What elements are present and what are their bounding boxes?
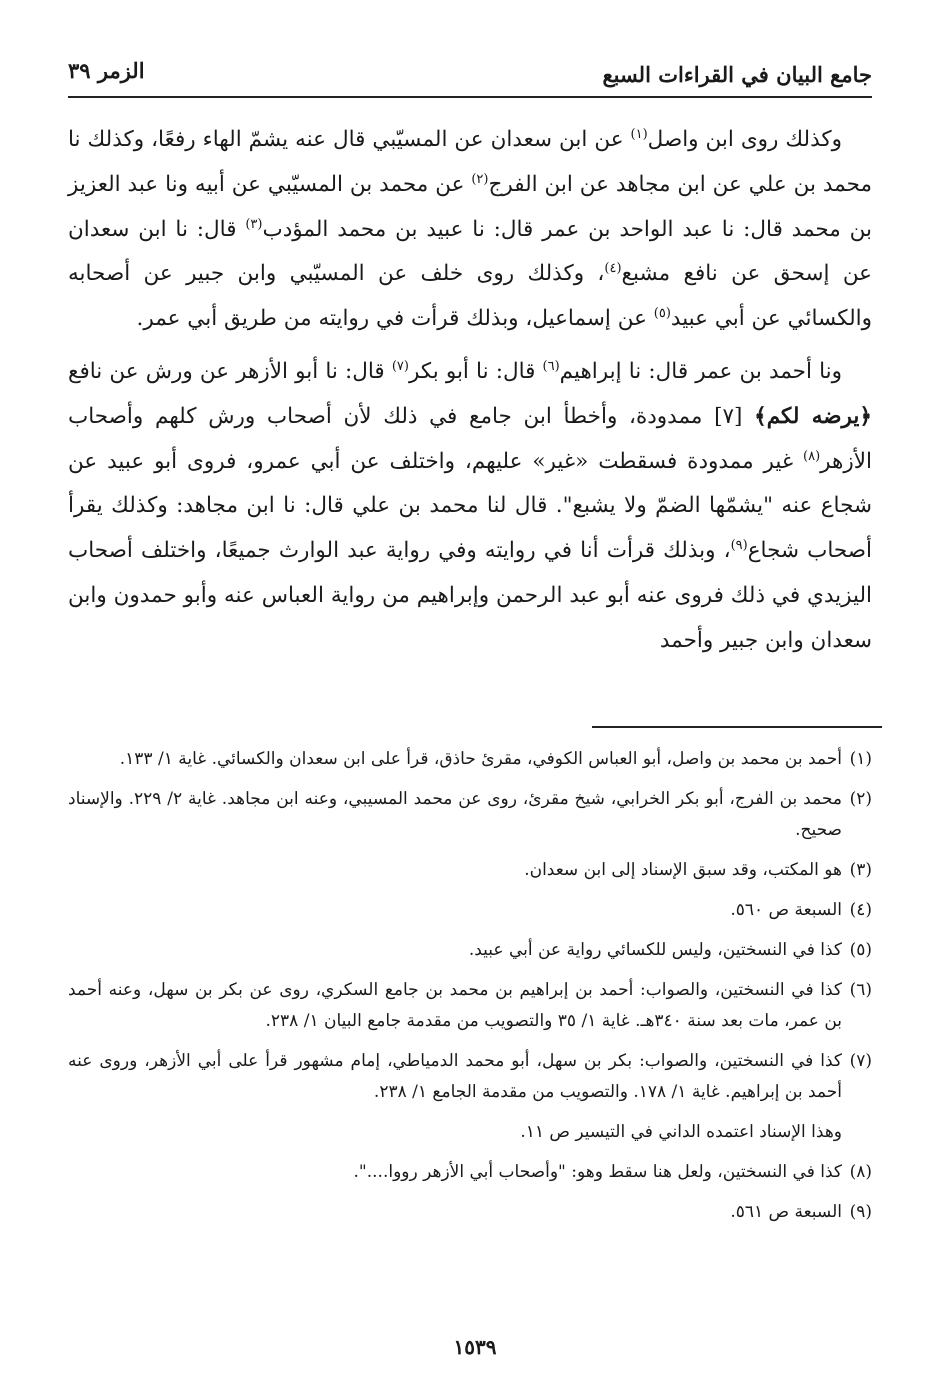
footnote-ref-9[interactable]: (٩) — [730, 538, 748, 554]
text-run: عن إسماعيل، وبذلك قرأت في روايته من طريق أبي عمر. — [136, 306, 654, 332]
footnote-text: كذا في النسختين، والصواب: أحمد بن إبراهيم بن محمد بن جامع السكري، روى عن بكر بن سهل، وعنه أحمد بن عمر، مات بعد سنة ٣٤٠هـ. غاية ١/ ٣٥ والتصويب من مقدمة جامع البيان ١/ ٢٣٨. — [68, 980, 842, 1031]
footnote-6 — [68, 975, 872, 1037]
text-run: قال: نا ابن سعدان عن إسحق عن نافع مشبع — [68, 216, 873, 287]
text-run: قال: نا أبو الأزهر عن ورش عن نافع — [68, 358, 392, 384]
footnote-number: (٣) — [849, 860, 872, 880]
footnote-4 — [68, 895, 872, 926]
footnote-ref-1[interactable]: (١) — [630, 126, 648, 142]
footnote-9 — [68, 1197, 872, 1228]
text-run: ، وبذلك قرأت أنا في روايته وفي رواية عبد الوارث جميعًا، واختلف أصحاب اليزيدي في ذلك فروى عنه أبو عبد الرحمن وإبراهيم من رواية العباس عنه وأبو حمدون وابن سعدان وابن جبير وأحمد — [68, 538, 872, 653]
footnote-text: السبعة ص ٥٦١. — [730, 1202, 842, 1222]
footnote-7 — [68, 1046, 872, 1108]
footnote-ref-5[interactable]: (٥) — [653, 306, 671, 322]
footnote-3 — [68, 855, 872, 886]
text-run: غير ممدودة فسقطت «غير» عليهم، واختلف عن أبي عمرو، فروى أبو عبيد عن شجاع عنه "يشمّها الضمّ ولا يشبع". قال لنا محمد بن علي قال: نا ابن مجاهد: وكذلك يقرأ أصحاب شجاع — [68, 448, 872, 564]
footnote-text: السبعة ص ٥٦٠. — [730, 900, 842, 920]
footnote-separator — [592, 726, 882, 728]
footnote-ref-8[interactable]: (٨) — [803, 448, 821, 464]
footnote-number: (٩) — [849, 1202, 872, 1222]
text-run: قال: نا أبو بكر — [408, 358, 543, 384]
footnote-8 — [68, 1157, 872, 1188]
footnote-text: أحمد بن محمد بن واصل، أبو العباس الكوفي، مقرئ حاذق، قرأ على ابن سعدان والكسائي. غاية ١/ ١٣٣. — [119, 749, 842, 769]
surah-label: الزمر ٣٩ — [68, 58, 145, 83]
footnote-ref-2[interactable]: (٢) — [471, 171, 489, 187]
footnotes-section — [68, 744, 872, 1237]
footnote-number: (٦) — [849, 980, 872, 1000]
book-title: جامع البيان في القراءات السبع — [602, 62, 872, 87]
paragraph-2 — [68, 350, 872, 664]
footnote-text: هو المكتب، وقد سبق الإسناد إلى ابن سعدان. — [524, 860, 842, 880]
running-header — [68, 52, 872, 98]
footnote-ref-3[interactable]: (٣) — [245, 216, 263, 232]
footnote-text: وهذا الإسناد اعتمده الداني في التيسير ص ١١. — [520, 1122, 842, 1142]
text-run: عن محمد بن المسيّبي عن أبيه ونا عبد العزيز بن محمد قال: نا عبد الواحد بن عمر قال: نا عبيد بن محمد المؤدب — [68, 171, 872, 242]
footnote-number: (٢) — [849, 789, 872, 809]
footnote-ref-6[interactable]: (٦) — [542, 358, 560, 374]
footnote-1 — [68, 744, 872, 775]
paragraph-1 — [68, 118, 872, 342]
text-run: عن ابن سعدان عن المسيّبي قال عنه يشمّ الهاء رفعًا، وكذلك نا محمد بن علي عن ابن مجاهد عن ابن الفرج — [68, 127, 872, 197]
footnote-7-continuation — [68, 1117, 872, 1148]
footnote-number: (٨) — [849, 1162, 872, 1182]
footnote-5 — [68, 935, 872, 966]
footnote-text: كذا في النسختين، والصواب: بكر بن سهل، أبو محمد الدمياطي، إمام مشهور قرأ على أبي الأزهر، وروى عنه أحمد بن إبراهيم. غاية ١/ ١٧٨. والتصويب من مقدمة الجامع ١/ ٢٣٨. — [68, 1051, 842, 1102]
quran-quote: ﴿يرضه لكم﴾ — [754, 403, 872, 429]
text-run: وكذلك روى ابن واصل — [647, 127, 843, 152]
footnote-number: (٧) — [849, 1051, 872, 1071]
text-run: [٧] ممدودة، وأخطأ ابن جامع في ذلك لأن أصحاب ورش كلهم وأصحاب الأزهر — [68, 403, 872, 474]
footnote-text: كذا في النسختين، ولعل هنا سقط وهو: "وأصحاب أبي الأزهر رووا....". — [353, 1162, 842, 1182]
text-run: ونا أحمد بن عمر قال: نا إبراهيم — [559, 358, 842, 384]
footnote-text: محمد بن الفرج، أبو بكر الخرابي، شيخ مقرئ، روى عن محمد المسيبي، وعنه ابن مجاهد. غاية ٢/ ٢٢٩. والإسناد صحيح. — [68, 789, 842, 840]
footnote-number: (٥) — [849, 940, 872, 960]
footnote-ref-7[interactable]: (٧) — [391, 358, 409, 374]
footnote-number: (٤) — [849, 900, 872, 920]
footnote-text: كذا في النسختين، وليس للكسائي رواية عن أبي عبيد. — [468, 940, 842, 960]
footnote-ref-4[interactable]: (٤) — [604, 261, 622, 277]
footnote-number: (١) — [849, 749, 872, 769]
main-text — [68, 118, 872, 664]
text-run: ، وكذلك روى خلف عن المسيّبي وابن جبير عن أصحابه والكسائي عن أبي عبيد — [68, 261, 872, 332]
page-number: ١٥٣٩ — [453, 1335, 497, 1359]
footnote-2 — [68, 784, 872, 846]
